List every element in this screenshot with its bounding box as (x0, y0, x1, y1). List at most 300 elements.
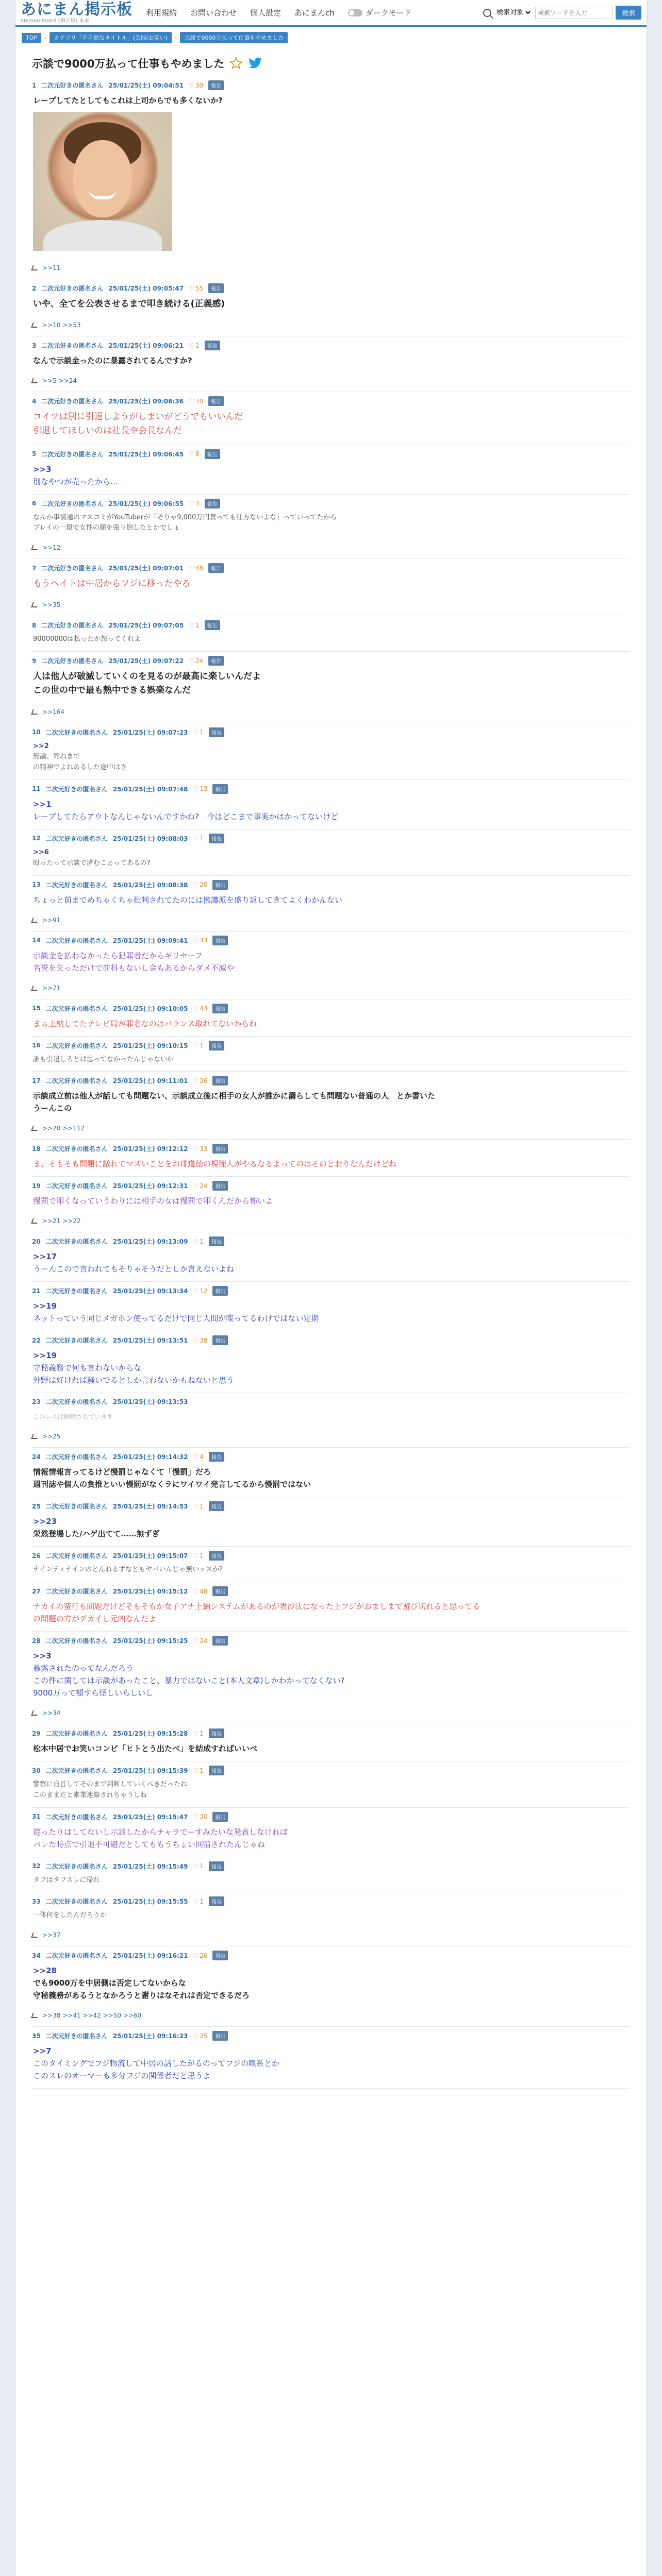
post-date: 25/01/25(土) 09:15:47 (112, 1813, 188, 1821)
report-button[interactable]: 報告 (212, 1586, 228, 1596)
post-line: 90000000は払ったか怒ってくれよ (33, 635, 141, 643)
like-button[interactable] (193, 728, 203, 736)
heart-icon: ♡ (193, 1952, 199, 1959)
search-scope-select[interactable] (494, 8, 532, 17)
reply-links (32, 321, 630, 331)
like-count: 1 (200, 1767, 204, 1774)
post-line: ナインティナインのとんねるずなどもヤバいんじゃ無いッスか? (33, 1566, 223, 1574)
post-meta (32, 1335, 630, 1345)
post-number[interactable]: 8 (32, 621, 37, 629)
post-number[interactable]: 5 (32, 450, 37, 458)
anchor-link[interactable]: >>2 (33, 742, 49, 750)
search-input[interactable] (535, 7, 613, 19)
like-button[interactable] (193, 937, 207, 944)
like-button[interactable] (189, 450, 199, 457)
reply-icon (31, 378, 39, 383)
reply-icon (31, 602, 39, 607)
post-number[interactable]: 25 (32, 1502, 41, 1510)
heart-icon: ♡ (193, 1005, 199, 1012)
nav-animanch-link[interactable]: あにまんch (294, 8, 335, 18)
site-logo-sub: animan board (掲示板) 本家 (21, 18, 90, 24)
post-body (32, 293, 630, 312)
like-count: 1 (200, 728, 204, 736)
report-button[interactable]: 報告 (212, 1335, 228, 1345)
heart-icon: ♡ (193, 835, 199, 842)
reply-links (32, 601, 630, 611)
reply-anchor-list[interactable]: >>10 >>53 (42, 321, 81, 329)
post-body (32, 350, 630, 368)
like-count: 20 (200, 881, 208, 888)
post-date: 25/01/25(土) 09:15:12 (112, 1588, 188, 1596)
post-number[interactable]: 1 (32, 81, 37, 89)
report-button[interactable]: 報告 (209, 1728, 224, 1738)
report-button[interactable]: 報告 (212, 936, 228, 945)
post-line: ネットっていう同じメガホン使ってるだけで同じ人間が喋ってるわけではない定期 (33, 1314, 319, 1324)
post-meta (32, 1951, 630, 1960)
report-button[interactable]: 報告 (208, 283, 224, 293)
like-button[interactable] (193, 1453, 203, 1461)
post-date: 25/01/25(土) 09:04:51 (108, 82, 184, 89)
like-button[interactable] (193, 1552, 203, 1560)
post-date: 25/01/25(土) 09:06:45 (108, 450, 184, 458)
post-author: 二次元好きの匿名さん (41, 285, 104, 292)
post-meta (32, 1452, 630, 1462)
twitter-bird-icon[interactable] (248, 57, 262, 70)
post (32, 1946, 630, 2027)
post-number[interactable]: 30 (32, 1767, 41, 1774)
reply-anchor-list[interactable]: >>20 >>112 (42, 1125, 85, 1132)
like-count: 30 (200, 1813, 208, 1821)
post-date: 25/01/25(土) 09:16:23 (112, 2032, 188, 2040)
reply-anchor-list[interactable]: >>91 (42, 916, 61, 924)
post-number[interactable]: 32 (32, 1862, 41, 1870)
post-number[interactable]: 34 (32, 1952, 41, 1959)
heart-icon: ♡ (193, 2032, 199, 2040)
report-button[interactable]: 報告 (208, 80, 224, 90)
post-author: 二次元好きの匿名さん (41, 82, 104, 89)
heart-icon: ♡ (193, 1453, 199, 1461)
anchor-link[interactable]: >>7 (33, 2046, 52, 2056)
like-button[interactable] (193, 1182, 207, 1190)
report-button[interactable]: 報告 (208, 396, 224, 406)
like-button[interactable] (193, 1503, 203, 1510)
post-number[interactable]: 3 (32, 342, 37, 349)
report-button[interactable]: 報告 (208, 563, 224, 573)
post-date: 25/01/25(土) 09:15:28 (112, 1730, 188, 1738)
like-button[interactable] (193, 1952, 207, 1959)
like-count: 55 (195, 284, 204, 292)
post-date: 25/01/25(土) 09:07:48 (112, 785, 188, 793)
post-line: このままだと素業連絡されちゃうしね (33, 1791, 147, 1799)
like-count: 1 (200, 1238, 204, 1245)
breadcrumb-separator: › (175, 34, 177, 41)
post-number[interactable]: 6 (32, 500, 37, 507)
post-line: うーんこの (33, 1104, 72, 1113)
reply-anchor-list[interactable]: >>11 (42, 264, 61, 272)
post-line: 9000万って額すら怪しいらしいし (33, 1688, 154, 1698)
reply-links (32, 985, 630, 994)
like-count: 1 (195, 621, 200, 629)
post-number[interactable]: 9 (32, 657, 37, 665)
report-button[interactable]: 報告 (212, 2031, 228, 2041)
post-author: 二次元好きの匿名さん (45, 1145, 108, 1153)
report-button[interactable]: 報告 (208, 656, 224, 666)
like-button[interactable] (193, 1287, 207, 1295)
like-count: 48 (195, 564, 204, 572)
anchor-link[interactable]: >>1 (33, 799, 52, 809)
post-body (32, 1511, 630, 1541)
like-button[interactable] (189, 500, 199, 507)
like-count: 25 (200, 2032, 208, 2040)
reply-links (32, 544, 630, 553)
post-meta (32, 727, 630, 737)
report-button[interactable]: 報告 (212, 1286, 228, 1296)
reply-icon (31, 1710, 39, 1716)
post-body (32, 1561, 630, 1577)
search-icon (483, 9, 491, 17)
post-body (32, 1050, 630, 1066)
report-button[interactable]: 報告 (209, 834, 224, 843)
post-line: いや、全てを公表させるまで叩き続ける(正義感) (33, 299, 225, 309)
reply-links (32, 708, 630, 718)
post-body (32, 1246, 630, 1276)
post (32, 780, 630, 829)
heart-icon: ♡ (193, 881, 199, 888)
post-number[interactable]: 28 (32, 1637, 41, 1645)
post-body (32, 1871, 630, 1887)
post (32, 1547, 630, 1582)
heart-icon: ♡ (193, 1813, 199, 1821)
post-meta (32, 1286, 630, 1296)
report-button[interactable]: 報告 (212, 1812, 228, 1822)
like-count: 8 (195, 450, 200, 458)
post-body (32, 630, 630, 646)
anchor-link[interactable]: >>6 (33, 848, 49, 856)
heart-icon: ♡ (193, 1238, 199, 1245)
breadcrumb-category[interactable]: カテゴリ「不自然なタイトル」(芸能/お笑い) (49, 32, 172, 43)
post-line: もうヘイトは中居からフジに移ったやろ (33, 579, 191, 589)
report-button[interactable]: 報告 (209, 1236, 224, 1246)
post-body (32, 1086, 630, 1115)
reply-icon (31, 2013, 39, 2018)
report-button[interactable]: 報告 (212, 784, 228, 794)
like-count: 1 (200, 1502, 204, 1510)
post-number[interactable]: 2 (32, 284, 37, 292)
post-author: 二次元好きの匿名さん (45, 1398, 108, 1406)
post-number[interactable]: 13 (32, 881, 41, 888)
anchor-link[interactable]: >>19 (33, 1351, 57, 1361)
like-button[interactable] (193, 2032, 207, 2040)
post-body (32, 890, 630, 907)
post-date: 25/01/25(土) 09:07:01 (108, 565, 184, 572)
heart-icon: ♡ (193, 1182, 199, 1190)
post-number[interactable]: 31 (32, 1813, 41, 1821)
post-body (32, 1906, 630, 1922)
nav-settings-link[interactable]: 個人設定 (250, 8, 282, 18)
post-image[interactable] (33, 112, 172, 251)
post-line: 守秘義務で何も言わないからな (33, 1363, 142, 1373)
report-button[interactable]: 報告 (209, 1041, 224, 1050)
heart-icon: ♡ (189, 621, 194, 629)
site-logo[interactable] (21, 2, 133, 24)
post-author: 二次元好きの匿名さん (45, 728, 108, 736)
report-button[interactable]: 報告 (205, 620, 220, 630)
heart-icon: ♡ (193, 1042, 199, 1049)
post-number[interactable]: 26 (32, 1552, 41, 1560)
reply-anchor-list[interactable]: >>34 (42, 1709, 61, 1717)
post-line: 暴露されたのってなんだろう (33, 1664, 134, 1673)
post-author: 二次元好きの匿名さん (41, 622, 104, 630)
reply-anchor-list[interactable]: >>35 (42, 601, 61, 609)
like-button[interactable] (193, 1862, 203, 1870)
nav-contact-link[interactable]: お問い合わせ (190, 8, 237, 18)
search-button[interactable]: 検索 (616, 6, 641, 20)
like-button[interactable] (193, 785, 207, 792)
post-number[interactable]: 27 (32, 1587, 41, 1595)
reply-anchor-list[interactable]: >>164 (42, 708, 65, 716)
post-meta (32, 449, 630, 459)
heart-icon: ♡ (193, 1552, 199, 1560)
post-date: 25/01/25(土) 09:13:51 (112, 1337, 188, 1345)
like-count: 4 (200, 1453, 204, 1461)
report-button[interactable]: 報告 (209, 1452, 224, 1462)
like-button[interactable] (193, 1005, 207, 1012)
post-number[interactable]: 19 (32, 1182, 41, 1190)
like-button[interactable] (193, 1637, 207, 1645)
anchor-link[interactable]: >>23 (33, 1517, 57, 1527)
post-line: 名誉を失っただけで前科もないし金もあるからダメ不滅や (33, 963, 235, 973)
post-author: 二次元好きの匿名さん (45, 1238, 108, 1246)
post-meta (32, 880, 630, 890)
post (32, 76, 630, 279)
like-button[interactable] (193, 881, 207, 888)
report-button[interactable]: 報告 (209, 1501, 224, 1511)
like-button[interactable] (193, 1042, 203, 1049)
post-number[interactable]: 29 (32, 1730, 41, 1737)
post-author: 二次元好きの匿名さん (45, 2032, 108, 2040)
post-line: バレた時点で引退不可避だとしてももうちょい同情されたんじゃね (33, 1839, 266, 1849)
star-outline-icon[interactable] (229, 57, 243, 70)
post-author: 二次元好きの匿名さん (45, 1552, 108, 1560)
post-line: 示談成立前は他人が話しても問題ない、示談成立後に相手の女人が誰かに漏らしても問題ない普通の人 とか書いた (33, 1091, 436, 1101)
post-number[interactable]: 23 (32, 1398, 41, 1405)
post-number[interactable]: 10 (32, 728, 41, 736)
heart-icon: ♡ (193, 1862, 199, 1870)
reply-anchor-list[interactable]: >>12 (42, 544, 61, 552)
post-number[interactable]: 4 (32, 397, 37, 405)
like-count: 24 (200, 1637, 208, 1645)
report-button[interactable]: 報告 (209, 727, 224, 737)
post-number[interactable]: 16 (32, 1042, 41, 1049)
post-body (32, 573, 630, 592)
post-meta (32, 656, 630, 666)
post-author: 二次元好きの匿名さん (45, 1453, 108, 1461)
report-button[interactable]: 報告 (209, 1896, 224, 1906)
report-button[interactable]: 報告 (209, 1551, 224, 1561)
post-line: でも9000万を中居側は否定してないからな (33, 1978, 186, 1988)
post-date: 25/01/25(土) 09:15:25 (112, 1637, 188, 1645)
post-number[interactable]: 24 (32, 1453, 41, 1461)
like-count: 26 (200, 1077, 208, 1084)
heart-icon: ♡ (189, 500, 194, 507)
post-meta (32, 620, 630, 630)
report-button[interactable]: 報告 (209, 1766, 224, 1775)
like-button[interactable] (193, 1767, 203, 1774)
reply-anchor-list[interactable]: >>71 (42, 984, 61, 992)
like-button[interactable] (189, 657, 203, 665)
post-body (32, 1296, 630, 1326)
reply-icon (31, 323, 39, 328)
reply-icon (31, 918, 39, 923)
post-line: 示談金を払わなかったら犯罪者だからギリセーフ (33, 951, 203, 960)
post-date: 25/01/25(土) 09:16:21 (112, 1952, 188, 1960)
heart-icon: ♡ (193, 728, 199, 736)
anchor-link[interactable]: >>17 (33, 1252, 57, 1262)
like-count: 1 (195, 342, 200, 349)
report-button[interactable]: 報告 (212, 1181, 228, 1191)
report-button[interactable]: 報告 (205, 499, 220, 509)
report-button[interactable]: 報告 (212, 1076, 228, 1086)
post-number[interactable]: 21 (32, 1287, 41, 1295)
breadcrumb-thread[interactable]: 示談で9000万払って仕事もやめました (180, 32, 288, 43)
post-number[interactable]: 15 (32, 1005, 41, 1012)
post-number[interactable]: 22 (32, 1336, 41, 1344)
post-line: 情報情報言ってるけど慢罰じゃなくて「慢罰」だろ (33, 1467, 211, 1477)
like-button[interactable] (189, 342, 199, 349)
reply-links (32, 1433, 630, 1442)
heart-icon: ♡ (189, 81, 194, 89)
post-number[interactable]: 33 (32, 1897, 41, 1905)
post (32, 999, 630, 1037)
post-body (32, 737, 630, 774)
post (32, 445, 630, 495)
like-button[interactable] (193, 1813, 207, 1820)
post-number[interactable]: 18 (32, 1145, 41, 1153)
like-button[interactable] (193, 1238, 203, 1245)
like-button[interactable] (189, 565, 203, 572)
post-meta (32, 1236, 630, 1246)
post-number[interactable]: 12 (32, 835, 41, 842)
like-button[interactable] (193, 1077, 207, 1084)
post-date: 25/01/25(土) 09:15:55 (112, 1898, 188, 1906)
post-meta (32, 1636, 630, 1646)
anchor-link[interactable]: >>19 (33, 1301, 57, 1311)
like-button[interactable] (193, 1588, 207, 1595)
post (32, 1393, 630, 1448)
reply-anchor-list[interactable]: >>5 >>24 (42, 377, 77, 385)
post (32, 1331, 630, 1393)
like-count: 13 (200, 785, 208, 793)
post-line: 外野は好ければ騒いでるとしか言わないかもねないと思う (33, 1376, 235, 1385)
post-body (32, 794, 630, 824)
breadcrumb-top[interactable]: TOP (22, 33, 41, 43)
like-count: 1 (200, 1862, 204, 1870)
report-button[interactable]: 報告 (212, 1636, 228, 1646)
like-count: 1 (200, 1730, 204, 1737)
post (32, 876, 630, 931)
like-button[interactable] (189, 82, 203, 89)
reply-links (32, 377, 630, 386)
post (32, 1761, 630, 1808)
post-body (32, 459, 630, 489)
post-number[interactable]: 7 (32, 564, 37, 572)
heart-icon: ♡ (193, 937, 199, 944)
post-meta (32, 1144, 630, 1154)
like-button[interactable] (193, 1898, 203, 1905)
reply-anchor-list[interactable]: >>21 >>22 (42, 1217, 81, 1225)
post-body (32, 1646, 630, 1700)
post-body (32, 1775, 630, 1802)
like-count: 1 (200, 835, 204, 842)
like-count: 12 (200, 1287, 208, 1295)
reply-anchor-list[interactable]: >>38 >>41 >>42 >>50 >>60 (42, 2012, 142, 2020)
reply-links (32, 1931, 630, 1941)
like-count: 1 (200, 1897, 204, 1905)
post (32, 1497, 630, 1547)
report-button[interactable]: 報告 (212, 1951, 228, 1960)
nav-terms-link[interactable]: 利用規約 (146, 8, 177, 18)
post-date: 25/01/25(土) 09:06:21 (108, 342, 184, 350)
report-button[interactable]: 報告 (205, 341, 220, 350)
post-body (32, 1960, 630, 2003)
heart-icon: ♡ (193, 1287, 199, 1295)
post-line: このタイミングでフジ物流して中居の話したがるのってフジの喚系とか (33, 2059, 280, 2069)
post-meta (32, 1812, 630, 1822)
post-author: 二次元好きの匿名さん (41, 342, 104, 350)
report-button[interactable]: 報告 (212, 1144, 228, 1154)
anchor-link[interactable]: >>3 (33, 1651, 52, 1661)
report-button[interactable]: 報告 (212, 1004, 228, 1013)
post-author: 二次元好きの匿名さん (45, 1077, 108, 1085)
post-author: 二次元好きの匿名さん (45, 937, 108, 944)
toggle-switch-icon (348, 9, 362, 16)
post-author: 二次元好きの匿名さん (45, 1005, 108, 1012)
reply-icon (31, 1218, 39, 1224)
like-button[interactable] (189, 285, 203, 292)
report-button[interactable]: 報告 (212, 880, 228, 890)
post (32, 616, 630, 652)
post-author: 二次元好きの匿名さん (45, 1588, 108, 1596)
anchor-link[interactable]: >>28 (33, 1966, 57, 1976)
like-button[interactable] (193, 835, 203, 842)
report-button[interactable]: 報告 (209, 1861, 224, 1871)
post-date: 25/01/25(土) 09:10:15 (112, 1042, 188, 1049)
like-button[interactable] (193, 1730, 203, 1737)
like-button[interactable] (189, 398, 203, 405)
report-button[interactable]: 報告 (205, 449, 220, 459)
like-button[interactable] (193, 1337, 207, 1344)
post-number[interactable]: 11 (32, 785, 41, 793)
reply-anchor-list[interactable]: >>37 (42, 1931, 61, 1939)
post-line: 栄然登場した/ハゲ出てて……無ずぎ (33, 1529, 160, 1539)
anchor-link[interactable]: >>3 (33, 464, 52, 474)
post-meta (32, 2031, 630, 2041)
post-author: 二次元好きの匿名さん (45, 835, 108, 842)
post-author: 二次元好きの匿名さん (45, 881, 108, 889)
like-button[interactable] (189, 622, 199, 629)
post-number[interactable]: 17 (32, 1077, 41, 1084)
dark-mode-toggle[interactable] (348, 7, 411, 18)
post-number[interactable]: 35 (32, 2032, 41, 2040)
post-number[interactable]: 20 (32, 1238, 41, 1245)
post-meta (32, 1551, 630, 1561)
reply-anchor-list[interactable]: >>25 (42, 1433, 61, 1440)
post-body (32, 843, 630, 870)
post-author: 二次元好きの匿名さん (45, 785, 108, 793)
post-author: 二次元好きの匿名さん (45, 1767, 108, 1775)
post-number[interactable]: 14 (32, 937, 41, 944)
like-button[interactable] (193, 1145, 207, 1153)
